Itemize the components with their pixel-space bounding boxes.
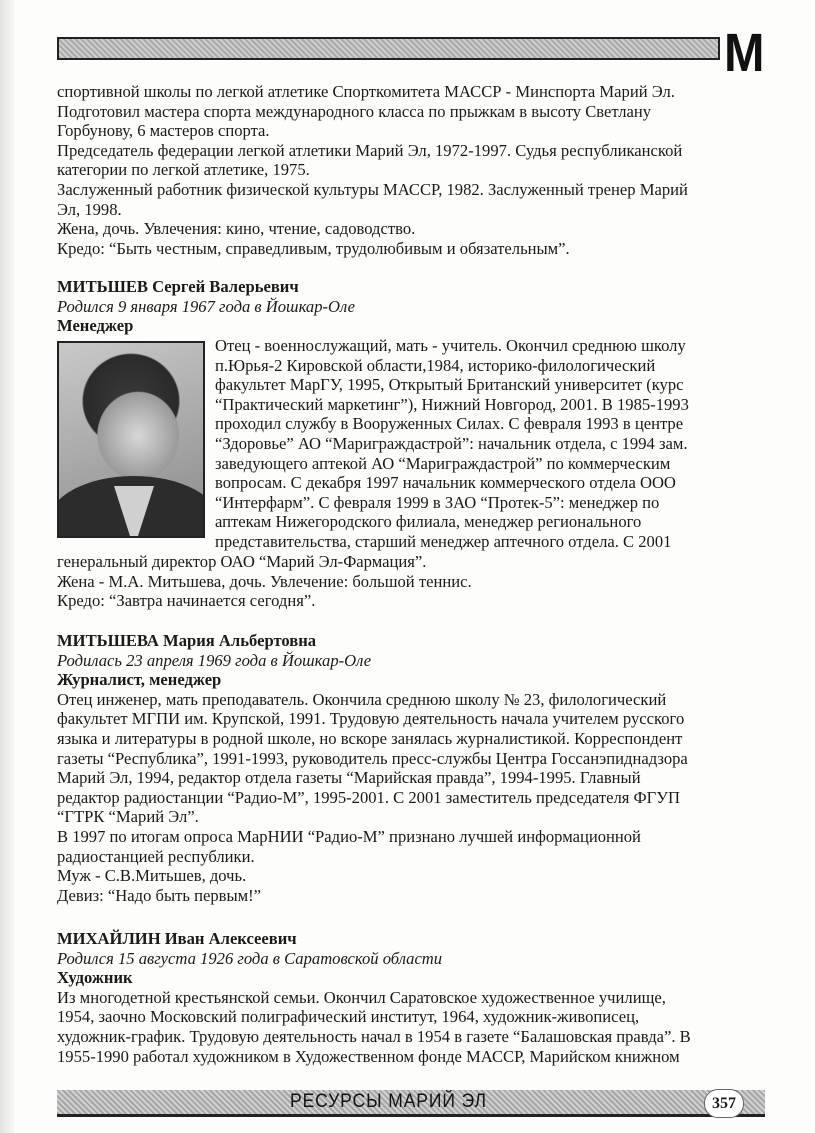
text-line: художник-график. Трудовую деятельность начал в 1954 в газете “Балашовская правда”. В [57,1026,691,1046]
text-line: представительства, старший менеджер аптечного отдела. С 2001 [215,531,672,551]
entry-born: Родился 15 августа 1926 года в Саратовской области [57,948,443,968]
entry-born: Родился 9 января 1967 года в Йошкар-Оле [57,296,356,316]
text-line: Горбунову, 6 мастеров спорта. [57,121,270,141]
text-line: Муж - С.В.Митьшев, дочь. [57,866,247,886]
section-letter: М [724,23,765,83]
text-line: спортивной школы по легкой атлетике Спорткомитета МАССР - Минспорта Марий Эл. [57,82,675,101]
text-line: “Практический маркетинг”), Нижний Новгород, 2001. В 1985-1993 [215,394,689,414]
scan-edge [0,0,14,1133]
text-line: 1954, заочно Московский полиграфический институт, 1964, художник-живописец, [57,1007,640,1027]
text-line: Председатель федерации легкой атлетики Марий Эл, 1972-1997. Судья республиканской [57,140,683,160]
text-line: вопросам. С декабря 1997 начальник коммерческого отдела ООО [215,473,676,493]
entry-mitsheva [57,631,688,905]
text-line: категории по легкой атлетике, 1975. [57,160,310,180]
entry-mikhailin [57,929,691,1066]
entry-role: Менеджер [57,316,134,336]
entry-mitshev-header [57,277,355,336]
text-line: В 1997 по итогам опроса МарНИИ “Радио-М” признано лучшей информационной [57,826,641,846]
text-line: Из многодетной крестьянской семьи. Окончил Саратовское художественное училище, [57,987,666,1007]
entry-role: Художник [57,968,133,988]
text-line: Марий Эл, 1994, редактор отдела газеты “Марийская правда”, 1994-1995. Главный [57,768,641,788]
text-line: радиостанцией республики. [57,846,255,866]
entry-name: МИХАЙЛИН Иван Алексеевич [57,929,297,948]
text-line: газеты “Республика”, 1991-1993, руководитель пресс-службы Центра Госсанэпиднадзора [57,748,688,768]
portrait-photo [57,341,205,538]
text-line: “Здоровье” АО “Мариграждастрой”: начальник отдела, с 1994 зам. [215,433,688,453]
entry-born: Родилась 23 апреля 1969 года в Йошкар-Оле [57,650,372,670]
text-line: 1955-1990 работал художником в Художественном фонде МАССР, Марийском книжном [57,1046,680,1066]
header-bar [57,37,720,60]
text-line: заведующего аптекой АО “Мариграждастрой” по коммерческим [215,453,671,473]
footer-title: РЕСУРСЫ МАРИЙ ЭЛ [290,1091,487,1112]
page-number: 357 [704,1089,744,1118]
text-line: генеральный директор ОАО “Марий Эл-Фармация”. [57,552,427,571]
text-line: п.Юрья-2 Кировской области,1984, историко-филологический [215,355,656,375]
entry-name: МИТЬШЕВА Мария Альбертовна [57,631,317,650]
text-line: Кредо: “Завтра начинается сегодня”. [57,591,316,611]
intro-text [57,82,688,258]
text-line: факультет МГПИ им. Крупской, 1991. Трудовую деятельность начала учителем русского [57,709,685,729]
entry-name: МИТЬШЕВ Сергей Валерьевич [57,277,299,296]
text-line: Заслуженный работник физической культуры МАССР, 1982. Заслуженный тренер Марий [57,179,688,199]
text-line: Эл, 1998. [57,199,122,219]
text-line: Жена - М.А. Митьшева, дочь. Увлечение: большой теннис. [57,571,472,591]
text-line: аптекам Нижегородского филиала, менеджер регионального [215,512,642,532]
entry-mitshev-wrap-text [215,336,689,552]
text-line: Девиз: “Надо быть первым!” [57,885,261,905]
text-line: Отец инженер, мать преподаватель. Окончила среднюю школу № 23, филологический [57,689,667,709]
text-line: редактор радиостанции “Радио-М”, 1995-2001. С 2001 заместитель председателя ФГУП [57,787,680,807]
text-line: проходил службу в Вооруженных Силах. С февраля 1993 в центре [215,414,684,434]
text-line: Кредо: “Быть честным, справедливым, трудолюбивым и обязательным”. [57,238,570,258]
text-line: Жена, дочь. Увлечения: кино, чтение, садоводство. [57,219,416,239]
text-line: Отец - военнослужащий, мать - учитель. Окончил среднюю школу [215,336,686,355]
text-line: “ГТРК “Марий Эл”. [57,807,199,827]
entry-role: Журналист, менеджер [57,670,222,690]
text-line: факультет МарГУ, 1995, Открытый Британский университет (курс [215,375,684,395]
entry-mitshev-text [57,552,472,611]
text-line: языка и литературы в родной школе, но вскоре занялась журналистикой. Корреспондент [57,728,683,748]
text-line: Подготовил мастера спорта международного класса по прыжкам в высоту Светлану [57,101,652,121]
text-line: “Интерфарм”. С февраля 1999 в ЗАО “Протек-5”: менеджер по [215,492,660,512]
